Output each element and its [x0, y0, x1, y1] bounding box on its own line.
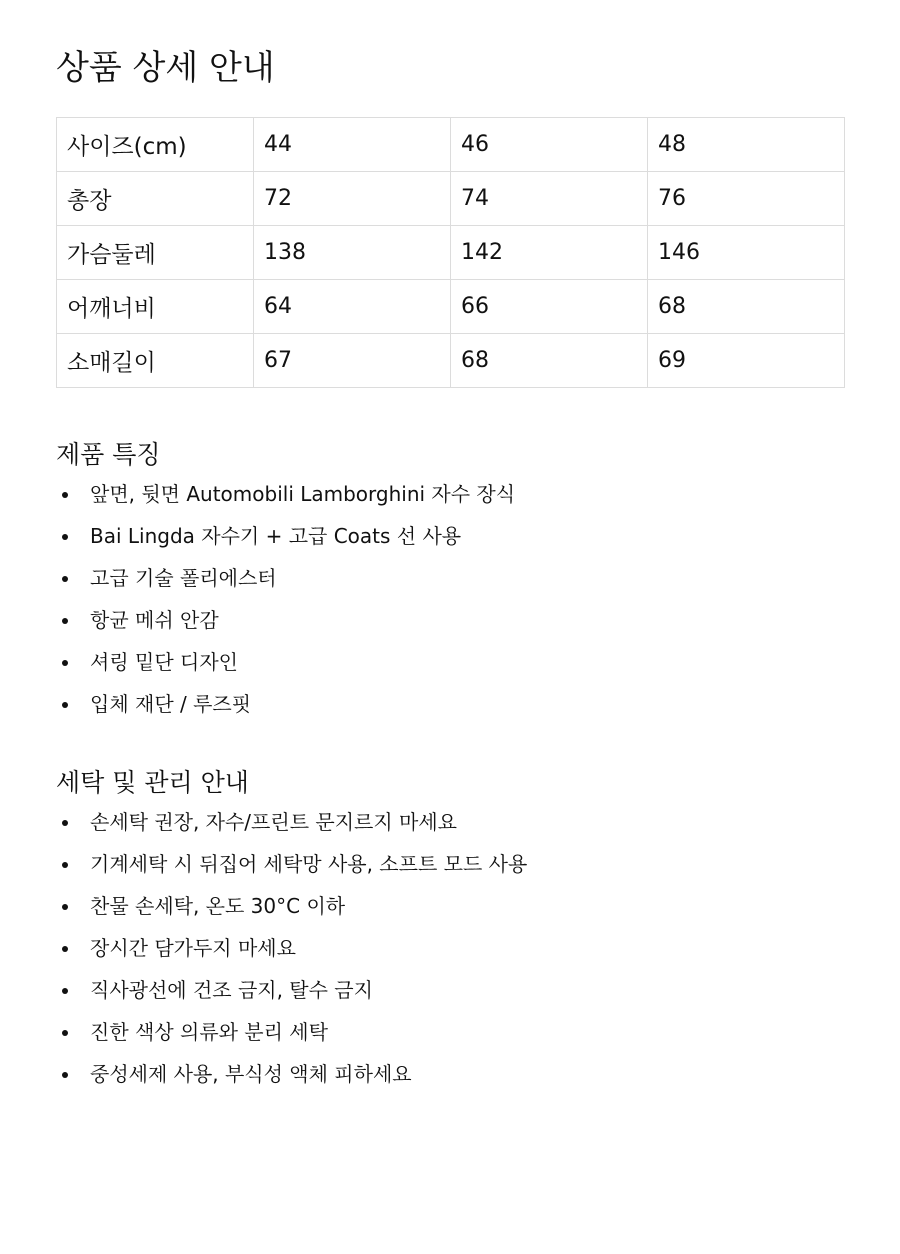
size-cell: 44: [254, 118, 451, 172]
feature-text: Bai Lingda 자수기 + 고급 Coats 선 사용: [90, 524, 462, 548]
size-cell: 138: [254, 226, 451, 280]
bullet-icon: [62, 660, 68, 666]
care-text: 진한 색상 의류와 분리 세탁: [90, 1020, 328, 1044]
size-cell: 72: [254, 172, 451, 226]
size-cell: 68: [648, 280, 845, 334]
list-item: [56, 1011, 527, 1053]
size-cell: 142: [451, 226, 648, 280]
feature-text: 셔링 밑단 디자인: [90, 650, 238, 674]
list-item: [56, 515, 515, 557]
features-heading: 제품 특징: [56, 440, 161, 469]
bullet-icon: [62, 618, 68, 624]
size-table-row: [57, 226, 845, 280]
bullet-icon: [62, 1030, 68, 1036]
bullet-icon: [62, 534, 68, 540]
feature-text: 항균 메쉬 안감: [90, 608, 219, 632]
care-text: 기계세탁 시 뒤집어 세탁망 사용, 소프트 모드 사용: [90, 852, 528, 876]
bullet-icon: [62, 988, 68, 994]
care-text: 장시간 담가두지 마세요: [90, 936, 296, 960]
size-cell: 146: [648, 226, 845, 280]
list-item: [56, 599, 515, 641]
size-cell: 76: [648, 172, 845, 226]
features-list: [56, 473, 515, 725]
bullet-icon: [62, 702, 68, 708]
bullet-icon: [62, 576, 68, 582]
list-item: [56, 473, 515, 515]
bullet-icon: [62, 492, 68, 498]
size-table-row: [57, 280, 845, 334]
bullet-icon: [62, 1072, 68, 1078]
feature-text: 입체 재단 / 루즈핏: [90, 692, 252, 716]
size-row-label: 총장: [57, 172, 254, 226]
size-row-label: 가슴둘레: [57, 226, 254, 280]
size-cell: 64: [254, 280, 451, 334]
bullet-icon: [62, 820, 68, 826]
size-table-row: [57, 118, 845, 172]
list-item: [56, 1053, 527, 1095]
care-list: [56, 801, 527, 1095]
care-heading: 세탁 및 관리 안내: [56, 768, 249, 797]
size-cell: 46: [451, 118, 648, 172]
size-row-label: 어깨너비: [57, 280, 254, 334]
size-cell: 69: [648, 334, 845, 388]
list-item: [56, 927, 527, 969]
size-table-row: [57, 172, 845, 226]
size-table: [56, 117, 845, 388]
list-item: [56, 557, 515, 599]
list-item: [56, 641, 515, 683]
size-cell: 67: [254, 334, 451, 388]
care-text: 직사광선에 건조 금지, 탈수 금지: [90, 978, 373, 1002]
size-cell: 66: [451, 280, 648, 334]
feature-text: 앞면, 뒷면 Automobili Lamborghini 자수 장식: [90, 482, 516, 506]
bullet-icon: [62, 862, 68, 868]
feature-text: 고급 기술 폴리에스터: [90, 566, 277, 590]
list-item: [56, 843, 527, 885]
size-cell: 48: [648, 118, 845, 172]
size-cell: 68: [451, 334, 648, 388]
page-title: 상품 상세 안내: [56, 48, 275, 88]
care-text: 찬물 손세탁, 온도 30°C 이하: [90, 894, 346, 918]
size-row-label: 사이즈(cm): [57, 118, 254, 172]
bullet-icon: [62, 946, 68, 952]
size-table-row: [57, 334, 845, 388]
list-item: [56, 801, 527, 843]
bullet-icon: [62, 904, 68, 910]
list-item: [56, 969, 527, 1011]
list-item: [56, 683, 515, 725]
care-text: 손세탁 권장, 자수/프린트 문지르지 마세요: [90, 810, 457, 834]
list-item: [56, 885, 527, 927]
size-row-label: 소매길이: [57, 334, 254, 388]
care-text: 중성세제 사용, 부식성 액체 피하세요: [90, 1062, 412, 1086]
size-cell: 74: [451, 172, 648, 226]
